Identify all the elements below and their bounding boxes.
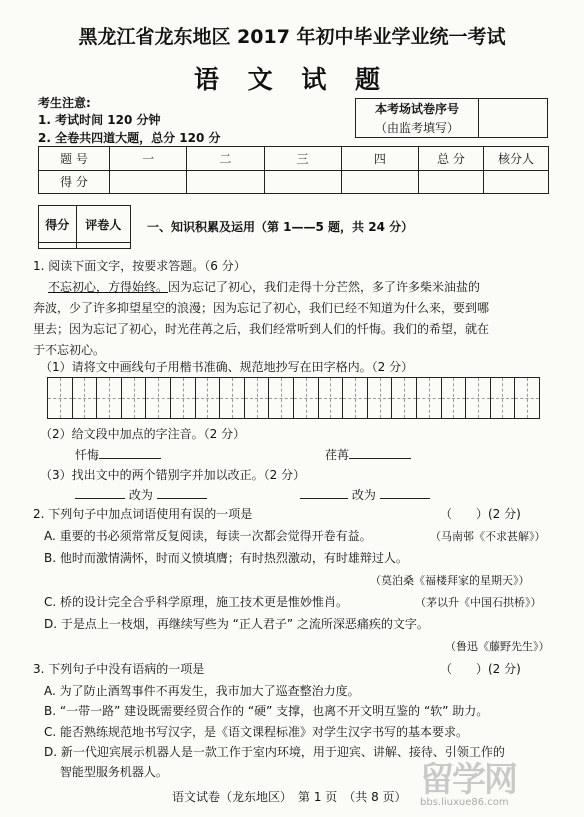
- q2-points: （ ）(2 分): [440, 507, 521, 521]
- grid-cell[interactable]: [171, 378, 196, 419]
- grid-cell[interactable]: [392, 378, 417, 419]
- answer-blank[interactable]: [99, 458, 161, 459]
- q2-stem: 2. 下列句子中加点词语使用有误的一项是: [33, 507, 253, 521]
- score-cell[interactable]: [110, 170, 187, 194]
- q3-option-b[interactable]: B. “一带一路” 建设既需要经贸合作的 “硬” 支撑，也离不开文明互鉴的 “软” 助力。: [44, 704, 489, 718]
- serial-note: （由监考填写）: [356, 118, 479, 138]
- exam-subtitle: 语 文 试 题: [193, 65, 391, 94]
- section-title: 一、知识积累及运用（第 1——5 题，共 24 分）: [147, 220, 414, 234]
- writing-grid[interactable]: [47, 377, 540, 419]
- q3-option-a[interactable]: A. 为了防止酒驾事件不再发生，我市加大了巡查整治力度。: [44, 684, 360, 698]
- answer-blank[interactable]: [380, 498, 430, 499]
- grid-cell[interactable]: [122, 378, 147, 419]
- grid-cell[interactable]: [97, 378, 122, 419]
- grid-cell[interactable]: [515, 378, 540, 419]
- answer-blank[interactable]: [75, 498, 125, 499]
- change-to-label: 改为: [351, 488, 376, 502]
- q1-para-line: 于不忘初心。: [33, 343, 106, 357]
- grid-cell[interactable]: [269, 378, 294, 419]
- score-table-header: 题 号: [39, 147, 110, 171]
- q3-option-d[interactable]: D. 新一代迎宾展示机器人是一款工作于室内环境，用于迎宾、讲解、接待、引领工作的: [44, 745, 505, 759]
- score-row-label: 得 分: [39, 170, 110, 194]
- grid-cell[interactable]: [491, 378, 516, 419]
- score-cell[interactable]: [264, 170, 341, 194]
- q3-option-c[interactable]: C. 能否熟练规范地书写汉字，是《语文课程标准》对学生汉字书写的基本要求。: [44, 725, 469, 739]
- serial-input[interactable]: [479, 99, 548, 138]
- score-cell[interactable]: [341, 170, 418, 194]
- score-cell[interactable]: [484, 170, 549, 194]
- q3-option-d-cont: 智能型服务机器人。: [44, 765, 168, 779]
- grid-cell[interactable]: [442, 378, 467, 419]
- score-table-header: 一: [110, 147, 187, 171]
- q1-sub1: （1）请将文中画线句子用楷书准确、规范地抄写在田字格内。（2 分）: [40, 360, 414, 374]
- grid-cell[interactable]: [220, 378, 245, 419]
- exam-title: 黑龙江省龙东地区 2017 年初中毕业学业统一考试: [78, 26, 506, 48]
- score-cell[interactable]: [187, 170, 264, 194]
- q1-word1: 忏悔: [75, 448, 100, 462]
- q2-option-b[interactable]: B. 他时而激情满怀，时而义愤填膺；有时热烈激动，有时雄辩过人。: [44, 551, 408, 565]
- score-table: [38, 146, 549, 194]
- serial-label: 本考场试卷序号: [356, 99, 479, 119]
- q2-source-b: （莫泊桑《福楼拜家的星期天》）: [370, 574, 530, 587]
- q2-source-d: （鲁迅《藤野先生》）: [445, 640, 550, 653]
- q2-option-c[interactable]: C. 桥的设计完全合乎科学原理，施工技术更是惟妙惟肖。: [44, 595, 349, 609]
- q2-source-c: （茅以升《中国石拱桥》）: [415, 596, 542, 609]
- score-cell[interactable]: [419, 170, 484, 194]
- answer-blank[interactable]: [157, 498, 207, 499]
- q1-sub3: （3）找出文中的两个错别字并加以改正。（2 分）: [40, 468, 306, 482]
- grid-cell[interactable]: [196, 378, 221, 419]
- grid-cell[interactable]: [368, 378, 393, 419]
- q1-stem: 1. 阅读下面文字，按要求答题。（6 分）: [33, 259, 246, 273]
- q1-underlined-sentence: 不忘初心，方得始终。: [48, 280, 169, 294]
- q2-option-d[interactable]: D. 于是点上一枝烟，再继续写些为 “正人君子” 之流所深恶痛疾的文字。: [44, 617, 429, 631]
- grid-cell[interactable]: [417, 378, 442, 419]
- score-table-header: 总 分: [419, 147, 484, 171]
- score-table-header: 二: [187, 147, 264, 171]
- answer-blank[interactable]: [300, 498, 348, 499]
- q1-correction-2: [300, 486, 430, 503]
- q1-para-line: 不忘初心，方得始终。因为忘记了初心，我们走得十分芒然，多了许多柴米油盐的: [48, 280, 481, 294]
- grid-cell[interactable]: [343, 378, 368, 419]
- q2-source-a: （马南邨《不求甚解》）: [430, 530, 546, 543]
- q1-para-line: 奔波，少了许多抑望星空的浪漫；因为忘记了初心，我们已经不知道为什么来，要到哪: [33, 301, 490, 315]
- section-grader-cell[interactable]: [76, 243, 130, 249]
- grid-cell[interactable]: [73, 378, 98, 419]
- score-table-header: 三: [264, 147, 341, 171]
- grid-cell[interactable]: [466, 378, 491, 419]
- section-grader-label: 评卷人: [76, 206, 130, 243]
- q1-sub2: （2）给文段中加点的字注音。（2 分）: [40, 427, 246, 441]
- q3-points: （ ）(2 分): [440, 662, 521, 676]
- change-to-label: 改为: [128, 488, 153, 502]
- grid-cell[interactable]: [319, 378, 344, 419]
- q1-word2: 荏苒: [325, 448, 350, 462]
- serial-box: [355, 98, 548, 138]
- grid-cell[interactable]: [294, 378, 319, 419]
- section-score-label: 得分: [39, 206, 77, 243]
- notice-heading: 考生注意:: [38, 96, 91, 110]
- q1-word1-row: [75, 446, 161, 463]
- score-table-header: 四: [341, 147, 418, 171]
- page-footer: 语文试卷（龙东地区） 第 1 页 （共 8 页）: [172, 790, 407, 804]
- q1-para-line: 里去；因为忘记了初心，时光荏苒之后，我们经常听到人们的忏悔。我们的希望，就在: [33, 322, 490, 336]
- grid-cell[interactable]: [146, 378, 171, 419]
- q3-stem: 3. 下列句子中没有语病的一项是: [33, 662, 205, 676]
- q2-option-a[interactable]: A. 重要的书必须常常反复阅读，每读一次都会觉得开卷有益。: [44, 529, 372, 543]
- q1-word2-row: [325, 446, 411, 463]
- section-score-cell[interactable]: [39, 243, 77, 249]
- section-score-box: [38, 205, 131, 249]
- grid-cell[interactable]: [48, 378, 73, 419]
- notice-item: 2. 全卷共四道大题，总分 120 分: [38, 131, 221, 145]
- score-table-score-row: [39, 170, 549, 194]
- answer-blank[interactable]: [349, 458, 411, 459]
- watermark-logo: 留学网 bbs.liuxue86.com: [420, 760, 516, 808]
- score-table-header: 核分人: [484, 147, 549, 171]
- q1-correction-1: [75, 486, 207, 503]
- grid-cell[interactable]: [245, 378, 270, 419]
- notice-item: 1. 考试时间 120 分钟: [38, 113, 161, 127]
- score-table-header-row: [39, 147, 549, 171]
